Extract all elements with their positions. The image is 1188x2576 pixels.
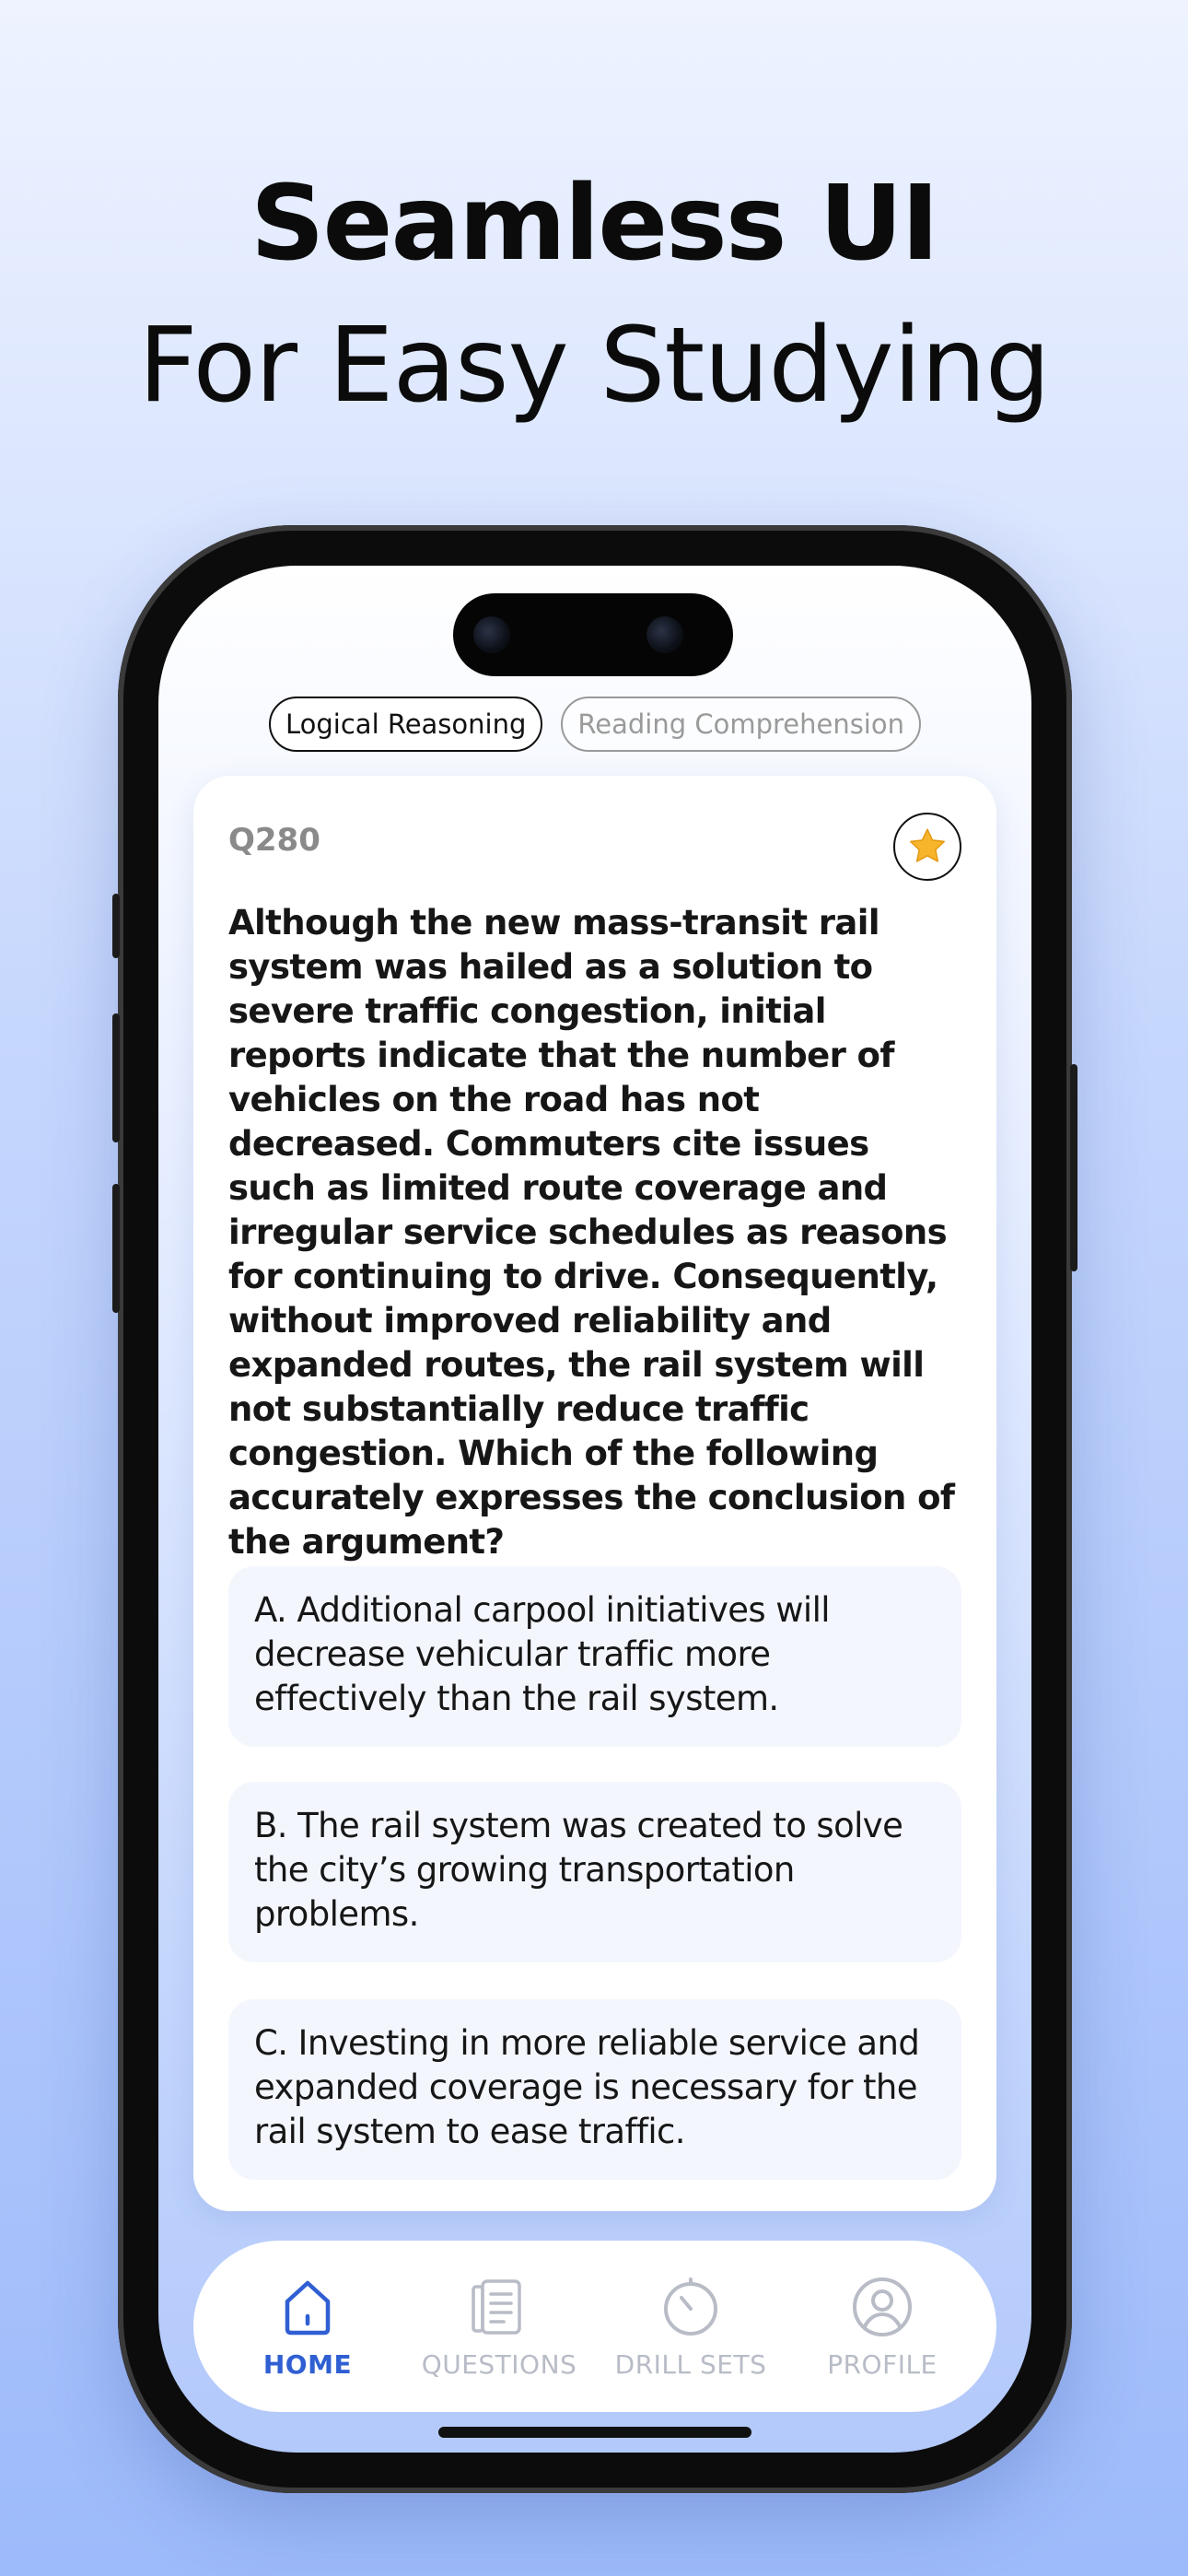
home-indicator[interactable]	[438, 2427, 751, 2438]
volume-down-button	[112, 1184, 120, 1313]
volume-up-button	[112, 1013, 120, 1142]
answer-option-a[interactable]: A. Additional carpool initiatives will decrease vehicular traffic more effectively than the rail system.	[228, 1566, 961, 1747]
profile-icon	[849, 2274, 915, 2340]
nav-profile-label: PROFILE	[827, 2348, 938, 2380]
phone-screen	[158, 566, 1031, 2453]
headline-light: For Easy Studying	[138, 306, 1050, 426]
bottom-nav	[193, 2241, 996, 2412]
phone-frame	[118, 525, 1072, 2493]
action-button	[112, 894, 120, 958]
favorite-button[interactable]	[893, 813, 961, 881]
tab-logical-reasoning[interactable]: Logical Reasoning	[269, 697, 542, 752]
question-card	[193, 776, 996, 2211]
question-stem: Although the new mass-transit rail system was hailed as a solution to severe traffic congestion, initial reports indicate that the number of vehicles on the road has not decreased. Commuters cite issues such as limited route coverage and irregular service schedules as reasons for continuing to drive. Consequently, without improved reliability and expanded routes, the rail system will not substantially reduce traffic congestion. Which of the following accurately expresses the conclusion of the argument?	[228, 903, 955, 1562]
star-icon	[906, 825, 949, 868]
answer-option-c[interactable]: C. Investing in more reliable service and expanded coverage is necessary for the rail system to ease traffic.	[228, 1999, 961, 2180]
power-button	[1070, 1064, 1077, 1271]
question-id: Q280	[228, 822, 320, 859]
nav-drill-sets[interactable]	[599, 2274, 783, 2380]
home-icon	[274, 2274, 341, 2340]
sensor-icon	[646, 616, 683, 653]
section-tabs	[158, 697, 1031, 752]
nav-home[interactable]	[215, 2274, 400, 2380]
nav-questions[interactable]	[407, 2274, 591, 2380]
nav-profile[interactable]	[790, 2274, 974, 2380]
nav-drill-sets-label: DRILL SETS	[614, 2348, 767, 2380]
nav-questions-label: QUESTIONS	[421, 2348, 577, 2380]
nav-home-label: HOME	[262, 2348, 353, 2380]
tab-reading-comprehension[interactable]: Reading Comprehension	[561, 697, 921, 752]
dynamic-island	[453, 593, 733, 676]
camera-icon	[473, 616, 510, 653]
headline-bold: Seamless UI	[250, 164, 938, 284]
answer-option-b[interactable]: B. The rail system was created to solve the city’s growing transportation problems.	[228, 1782, 961, 1962]
document-icon	[466, 2274, 532, 2340]
timer-icon	[658, 2274, 724, 2340]
